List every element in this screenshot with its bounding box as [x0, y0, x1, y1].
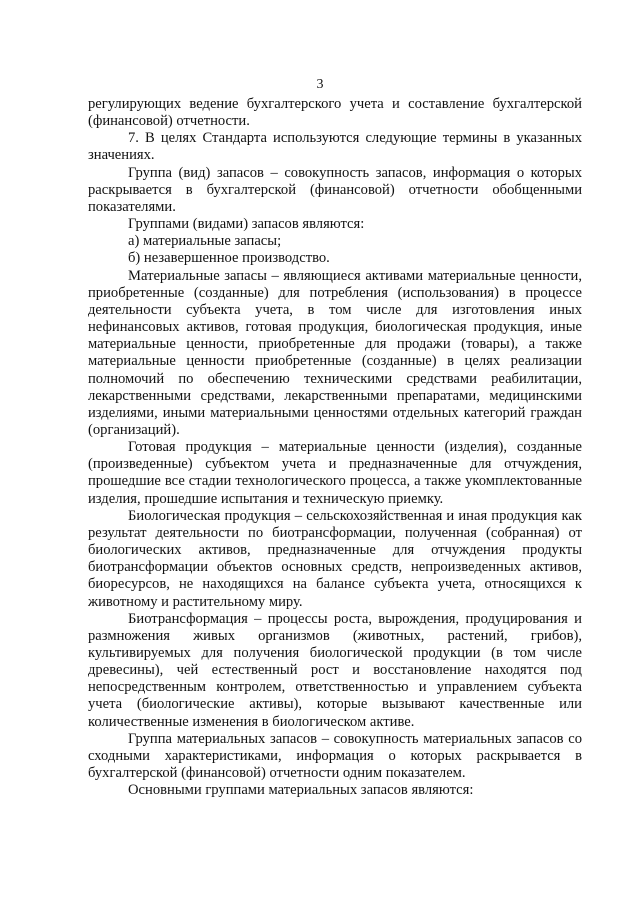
paragraph: Материальные запасы – являющиеся активами материальные ценности, приобретенные (созданные) для потребления (использования) в процессе деятельности субъекта учета, в том числе для изготовления иных нефинансовых активов, готовая продукция, биологическая продукция, иные материальные ценности, приобретенные для продажи (товары), а также материальные ценности приобретенные (созданные) в целях реализации полномочий по обеспечению техническими средствами реабилитации, лекарственными средствами, лекарственными препаратами, медицинскими изделиями, иными материальными ценностями отдельных категорий граждан (организаций).: [88, 267, 582, 438]
paragraph: 7. В целях Стандарта используются следующие термины в указанных значениях.: [88, 130, 582, 164]
paragraph: Группа (вид) запасов – совокупность запасов, информация о которых раскрывается в бухгалтерской (финансовой) отчетности обобщенными показателями.: [88, 164, 582, 215]
paragraph: Группа материальных запасов – совокупность материальных запасов со сходными характеристиками, информация о которых раскрывается в бухгалтерской (финансовой) отчетности одним показателем.: [88, 730, 582, 782]
list-item: а) материальные запасы;: [128, 233, 282, 250]
page-number: 3: [316, 77, 324, 92]
paragraph: Биологическая продукция – сельскохозяйственная и иная продукция как результат деятельности по биотрансформации, полученная (собранная) от биологических активов, предназначенные для отчуждения продукты биотрансформации объектов основных средств, непроизведенных активов, биоресурсов, не находящихся на балансе субъекта учета, относящихся к животному и растительному миру.: [88, 507, 582, 610]
paragraph: Группами (видами) запасов являются:: [128, 216, 365, 233]
list-item: б) незавершенное производство.: [128, 250, 330, 267]
paragraph: Готовая продукция – материальные ценности (изделия), созданные (произведенные) субъектом учета и предназначенные для отчуждения, прошедшие все стадии технологического процесса, а также укомплектованные изделия, прошедшие испытания и техническую приемку.: [88, 439, 582, 507]
document-body: [88, 96, 582, 799]
paragraph: регулирующих ведение бухгалтерского учета и составление бухгалтерской (финансовой) отчетности.: [88, 96, 582, 130]
paragraph: Основными группами материальных запасов являются:: [128, 782, 474, 799]
paragraph: Биотрансформация – процессы роста, вырождения, продуцирования и размножения живых организмов (животных, растений, грибов), культивируемых для получения биологической продукции (в том числе древесины), чей естественный рост и восстановление находятся под непосредственным контролем, ответственностью и управлением субъекта учета (биологические активы), которые вызывают качественные или количественные изменения в биологическом активе.: [88, 610, 582, 730]
